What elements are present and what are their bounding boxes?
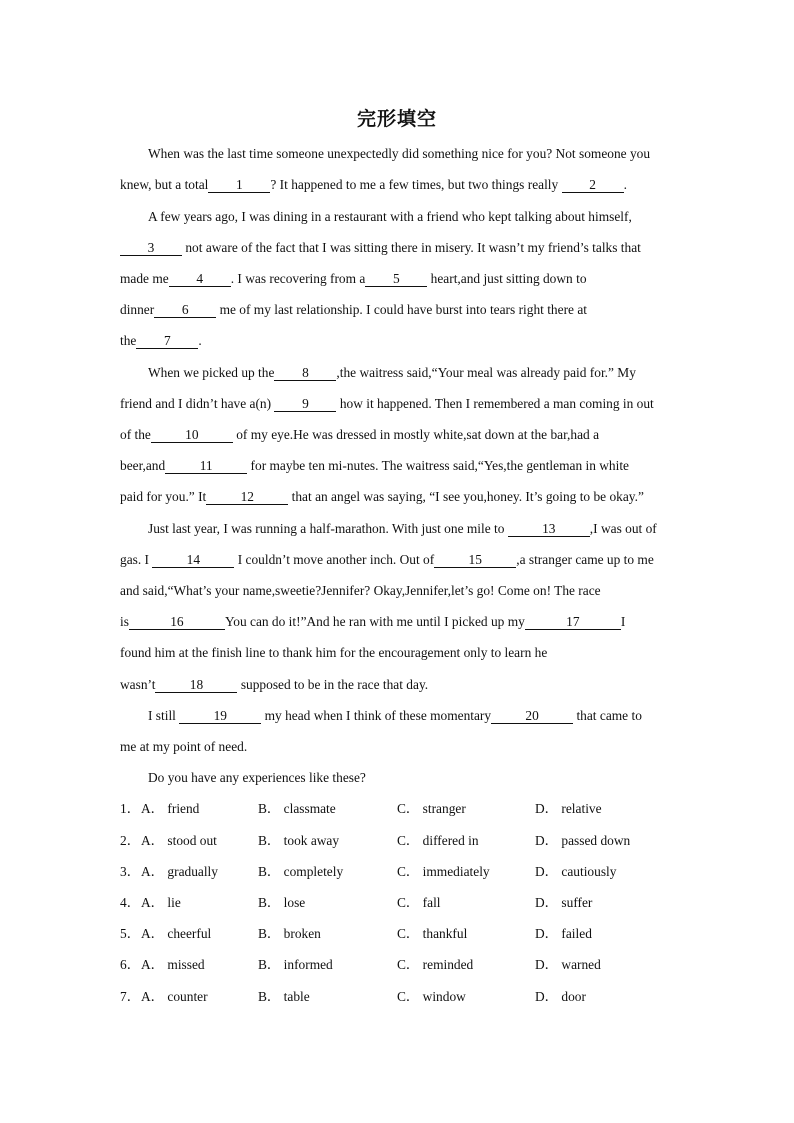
blank-13[interactable]: 13 [508,522,590,537]
passage-line: is 16 You can do it!”And he ran with me until I picked up my 17 I [120,614,626,629]
blank-15[interactable]: 15 [434,553,516,568]
option-d[interactable]: D． cautiously [535,864,617,879]
question-number: 6． [120,957,141,972]
blank-4[interactable]: 4 [169,272,231,287]
page-title: 完形填空 [356,108,437,130]
blank-14[interactable]: 14 [152,553,234,568]
passage-line: friend and I didn’t have a(n) 9 how it happened. Then I remembered a man coming in out [120,396,654,411]
passage-line: knew, but a total 1 ? It happened to me a few times, but two things really 2 . [120,177,627,192]
option-c[interactable]: C． stranger [397,801,466,816]
passage-line: the 7 . [120,333,202,348]
option-d[interactable]: D． relative [535,801,602,816]
question-number: 3． [120,864,141,879]
question-number: 1． [120,801,141,816]
blank-10[interactable]: 10 [151,428,233,443]
passage-line: 3 not aware of the fact that I was sitting there in misery. It wasn’t my friend’s talks that [120,240,641,256]
passage-line: made me 4 . I was recovering from a 5 heart,and just sitting down to [120,271,587,286]
passage-line: When we picked up the 8 ,the waitress said,“Your meal was already paid for.” My [148,365,636,380]
option-d[interactable]: D． suffer [535,895,593,910]
passage-line: and said,“What’s your name,sweetie?Jennifer? Okay,Jennifer,let’s go! Come on! The race [120,583,601,598]
passage-line: When was the last time someone unexpectedly did something nice for you? Not someone you [148,146,651,161]
blank-8[interactable]: 8 [274,366,336,381]
option-d[interactable]: D． failed [535,926,592,941]
option-b[interactable]: B． took away [258,833,340,848]
passage-line: found him at the finish line to thank him for the encouragement only to learn he [120,645,548,660]
passage-line: A few years ago, I was dining in a restaurant with a friend who kept talking about himself, [148,209,632,224]
option-d[interactable]: D． passed down [535,833,631,848]
option-b[interactable]: B． lose [258,895,306,910]
question-number: 5． [120,926,141,941]
passage-line: me at my point of need. [120,739,248,754]
option-c[interactable]: C． immediately [397,864,490,879]
blank-2[interactable]: 2 [562,178,624,193]
option-a[interactable]: A． cheerful [141,926,212,941]
passage-line: gas. I 14 I couldn’t move another inch. Out of 15 ,a stranger came up to me [120,552,654,567]
option-d[interactable]: D． warned [535,957,601,972]
option-b[interactable]: B． table [258,989,310,1004]
passage-line: beer,and 11 for maybe ten mi-nutes. The waitress said,“Yes,the gentleman in white [120,458,629,473]
question-number: 4． [120,895,141,910]
option-a[interactable]: A． friend [141,801,200,816]
option-d[interactable]: D． door [535,989,586,1004]
blank-18[interactable]: 18 [155,678,237,693]
option-b[interactable]: B． completely [258,864,344,879]
blank-12[interactable]: 12 [206,490,288,505]
option-b[interactable]: B． classmate [258,801,336,816]
option-b[interactable]: B． broken [258,926,321,941]
passage-line: of the 10 of my eye.He was dressed in mostly white,sat down at the bar,had a [120,427,600,442]
passage-line: Just last year, I was running a half-marathon. With just one mile to 13 ,I was out of [148,521,657,536]
blank-5[interactable]: 5 [365,272,427,287]
blank-1[interactable]: 1 [208,178,270,193]
blank-11[interactable]: 11 [165,459,247,474]
passage-line: paid for you.” It 12 that an angel was saying, “I see you,honey. It’s going to be okay.” [120,489,644,504]
blank-19[interactable]: 19 [179,709,261,724]
question-number: 7． [120,989,141,1004]
passage-line: wasn’t 18 supposed to be in the race that day. [120,677,429,692]
blank-7[interactable]: 7 [136,334,198,349]
option-c[interactable]: C． fall [397,895,441,910]
option-c[interactable]: C． window [397,989,466,1004]
option-c[interactable]: C． thankful [397,926,468,941]
option-a[interactable]: A． missed [141,957,205,972]
option-c[interactable]: C． reminded [397,957,474,972]
option-a[interactable]: A． lie [141,895,181,910]
question-number: 2． [120,833,141,848]
option-a[interactable]: A． counter [141,989,208,1004]
blank-17[interactable]: 17 [525,615,621,630]
passage-line: Do you have any experiences like these? [148,770,366,785]
blank-20[interactable]: 20 [491,709,573,724]
blank-16[interactable]: 16 [129,615,225,630]
blank-6[interactable]: 6 [154,303,216,318]
passage-line: dinner 6 me of my last relationship. I could have burst into tears right there at [120,302,587,317]
passage-line: I still 19 my head when I think of these momentary 20 that came to [148,708,642,723]
option-a[interactable]: A． gradually [141,864,218,879]
blank-3[interactable]: 3 [120,241,182,256]
blank-9[interactable]: 9 [274,397,336,412]
option-c[interactable]: C． differed in [397,833,479,848]
option-b[interactable]: B． informed [258,957,333,972]
option-a[interactable]: A． stood out [141,833,217,848]
